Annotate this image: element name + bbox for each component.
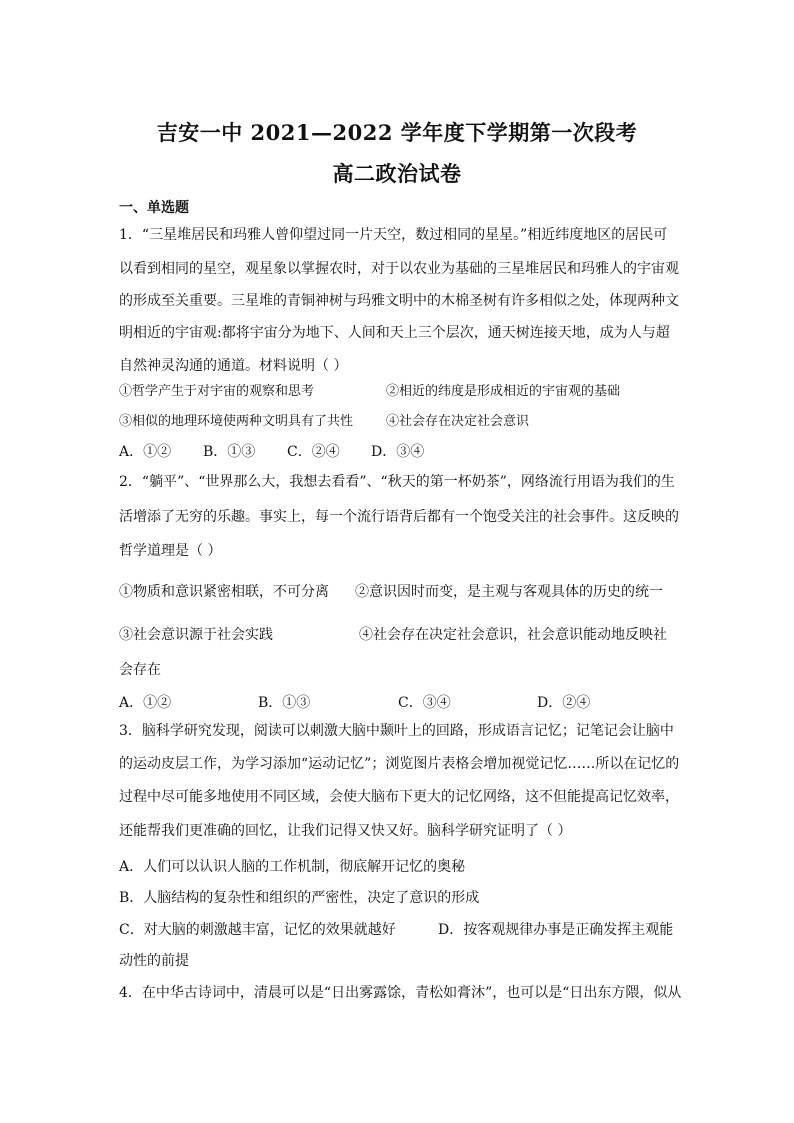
- q2-statement: 会存在: [119, 662, 161, 678]
- q2-option-b: B．①③: [258, 695, 311, 711]
- exam-subtitle: 高二政治试卷: [332, 161, 462, 186]
- q3-option-b: B．人脑结构的复杂性和组织的严密性，决定了意识的形成: [119, 890, 480, 906]
- q1-option-d: D．③④: [371, 444, 425, 460]
- q1-option-c: C．②④: [287, 444, 340, 460]
- q1-line: 的形成至关重要。三星堆的青铜神树与玛雅文明中的木棉圣树有许多相似之处，体现两种文: [119, 293, 679, 309]
- q1-statement: ①哲学产生于对宇宙的观察和思考: [119, 384, 315, 399]
- section-heading: 一、单选题: [119, 200, 189, 216]
- q2-statement: ①物质和意识紧密相联，不可分离: [119, 584, 329, 600]
- q1-line: 自然神灵沟通的通道。材料说明（ ）: [119, 358, 348, 374]
- q2-line: 活增添了无穷的乐趣。事实上，每一个流行语背后都有一个饱受关注的社会事件。这反映的: [119, 509, 679, 525]
- q3-option-d-cont: 动性的前提: [119, 953, 189, 969]
- q2-line: 哲学道理是（ ）: [119, 543, 222, 559]
- q3-line: 3．脑科学研究发现，阅读可以刺激大脑中颞叶上的回路，形成语言记忆；记笔记会让脑中: [119, 723, 674, 739]
- q3-option-c: C．对大脑的刺激越丰富，记忆的效果就越好: [119, 922, 396, 938]
- q3-line: 的运动皮层工作，为学习添加“运动记忆”；浏览图片表格会增加视觉记忆……所以在记忆的: [119, 756, 680, 772]
- q3-option-a: A．人们可以认识人脑的工作机制，彻底解开记忆的奥秘: [119, 859, 466, 875]
- q1-line: 1．“三星堆居民和玛雅人曾仰望过同一片天空，数过相同的星星。”相近纬度地区的居民可: [119, 227, 668, 243]
- q1-option-b: B．①③: [203, 444, 256, 460]
- q1-statement: ③相似的地理环境使两种文明具有了共性: [119, 414, 354, 429]
- q1-statement: ②相近的纬度是形成相近的宇宙观的基础: [386, 384, 621, 399]
- q3-option-d: D．按客观规律办事是正确发挥主观能: [438, 922, 674, 938]
- q1-option-a: A．①②: [119, 444, 172, 460]
- q2-statement: ④社会存在决定社会意识，社会意识能动地反映社: [359, 627, 667, 643]
- q1-line: 明相近的宇宙观:都将宇宙分为地下、人间和天上三个层次，通天树连接天地，成为人与超: [119, 325, 670, 341]
- exam-title: 吉安一中 2021—2022 学年度下学期第一次段考: [156, 120, 638, 145]
- q2-option-a: A．①②: [119, 695, 172, 711]
- q1-statement: ④社会存在决定社会意识: [386, 414, 530, 429]
- q2-statement: ②意识因时而变，是主观与客观具体的历史的统一: [355, 584, 663, 600]
- q2-statement: ③社会意识源于社会实践: [119, 627, 273, 643]
- q4-line: 4．在中华古诗词中，清晨可以是“日出雾露馀，青松如膏沐”，也可以是“日出东方隈，似从: [119, 985, 682, 1001]
- q2-option-c: C．③④: [398, 695, 451, 711]
- q2-option-d: D．②④: [537, 695, 591, 711]
- q1-line: 以看到相同的星空，观星象以掌握农时，对于以农业为基础的三星堆居民和玛雅人的宇宙观: [119, 261, 679, 277]
- q3-line: 还能帮我们更准确的回忆，让我们记得又快又好。脑科学研究证明了（ ）: [119, 823, 572, 839]
- q2-line: 2．“躺平”、“世界那么大，我想去看看”、“秋天的第一杯奶茶”，网络流行用语为我们的生: [119, 474, 675, 490]
- q3-line: 过程中尽可能多地使用不同区域，会使大脑布下更大的记忆网络，这不但能提高记忆效率，: [119, 789, 679, 805]
